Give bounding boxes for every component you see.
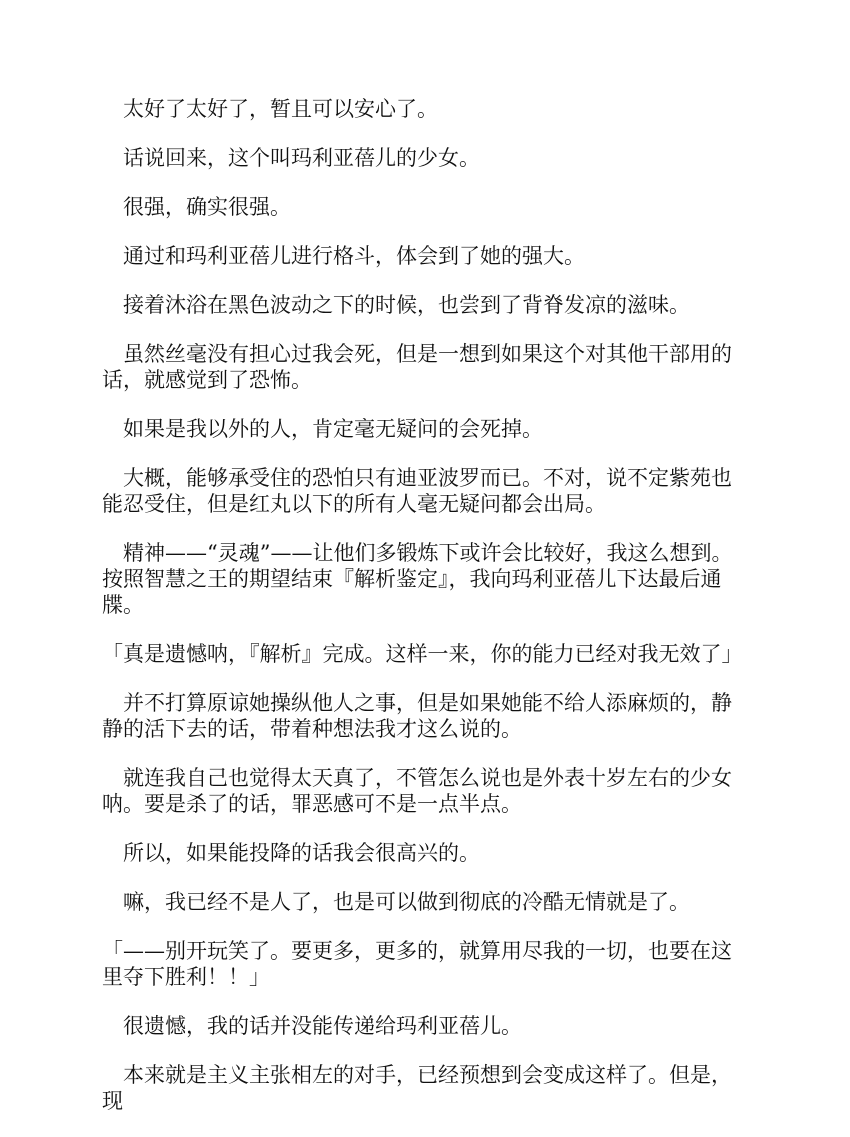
paragraph: 如果是我以外的人，肯定毫无疑问的会死掉。 bbox=[123, 417, 543, 441]
paragraph: 嘛，我已经不是人了，也是可以做到彻底的冷酷无情就是了。 bbox=[123, 890, 690, 914]
paragraph: 很遗憾，我的话并没能传递给玛利亚蓓儿。 bbox=[123, 1014, 522, 1038]
paragraph: 并不打算原谅她操纵他人之事，但是如果她能不给人添麻烦的，静静的活下去的话，带着种想法我才这么说的。 bbox=[102, 691, 732, 741]
paragraph: 太好了太好了，暂且可以安心了。 bbox=[123, 97, 438, 121]
paragraph: 接着沐浴在黑色波动之下的时候，也尝到了背脊发凉的滋味。 bbox=[123, 293, 690, 317]
paragraph: 通过和玛利亚蓓儿进行格斗，体会到了她的强大。 bbox=[123, 244, 585, 268]
paragraph: 所以，如果能投降的话我会很高兴的。 bbox=[123, 841, 480, 865]
paragraph: 话说回来，这个叫玛利亚蓓儿的少女。 bbox=[123, 146, 480, 170]
dialog-paragraph: 「真是遗憾呐，『解析』完成。这样一来，你的能力已经对我无效了」 bbox=[102, 642, 743, 666]
paragraph: 虽然丝毫没有担心过我会死，但是一想到如果这个对其他干部用的话，就感觉到了恐怖。 bbox=[102, 342, 732, 392]
paragraph: 精神——“灵魂”——让他们多锻炼下或许会比较好，我这么想到。按照智慧之王的期望结束『解析鉴定』，我向玛利亚蓓儿下达最后通牒。 bbox=[102, 541, 733, 617]
text-column bbox=[102, 96, 742, 1137]
dialog-paragraph: 「——别开玩笑了。要更多，更多的，就算用尽我的一切，也要在这里夺下胜利！！」 bbox=[102, 939, 732, 989]
paragraph: 本来就是主义主张相左的对手，已经预想到会变成这样了。但是，现 bbox=[102, 1063, 732, 1113]
paragraph: 很强，确实很强。 bbox=[123, 195, 291, 219]
paragraph: 就连我自己也觉得太天真了，不管怎么说也是外表十岁左右的少女呐。要是杀了的话，罪恶感可不是一点半点。 bbox=[102, 766, 732, 816]
paragraph: 大概，能够承受住的恐怕只有迪亚波罗而已。不对，说不定紫苑也能忍受住，但是红丸以下的所有人毫无疑问都会出局。 bbox=[102, 466, 732, 516]
